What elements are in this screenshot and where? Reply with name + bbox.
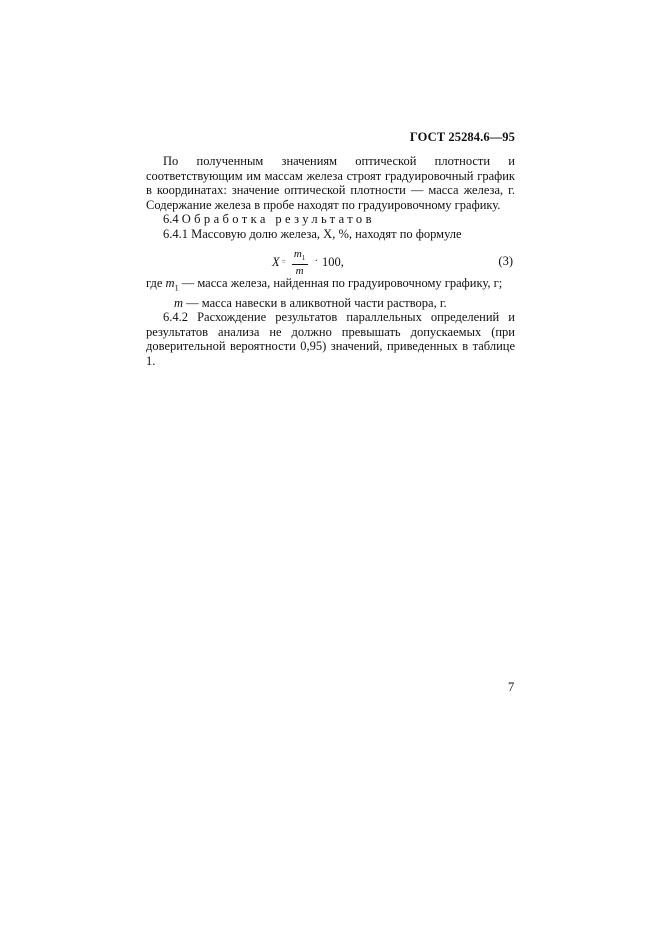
equation-number: (3)	[498, 253, 513, 268]
paragraph-6-4-1: 6.4.1 Массовую долю железа, X, %, находят по формуле	[163, 226, 462, 241]
formula-row	[146, 244, 515, 277]
body-text	[146, 154, 515, 369]
where-line-2: m — масса навески в аликвотной части раствора, г.	[174, 295, 447, 310]
fraction-numerator: $m_1$	[293, 247, 306, 262]
formula-equals: =	[281, 257, 286, 266]
paragraph-calibration: По полученным значениям оптической плотности и соответствующим им массам железа строят градуировочный график в координатах: значение оптической плотности — масса железа, г. Содержание железа в пробе находят по градуировочному графику.	[146, 154, 515, 212]
page-number: 7	[508, 680, 515, 694]
formula-lhs: X	[272, 254, 280, 269]
section-heading	[146, 212, 515, 227]
formula-fraction	[292, 248, 308, 277]
formula-multiply: ·	[314, 255, 318, 267]
where-line-1: где $m_1$ — масса железа, найденная по градуировочному графику, г;	[146, 275, 503, 293]
section-title: Обработка результатов	[181, 212, 375, 227]
standard-header: ГОСТ 25284.6—95	[409, 130, 515, 144]
formula-comma: ,	[340, 254, 344, 269]
formula	[272, 248, 344, 277]
section-number: 6.4	[163, 212, 179, 227]
fraction-denominator: m	[295, 264, 304, 277]
paragraph-6-4-2: 6.4.2 Расхождение результатов параллельных определений и результатов анализа не должно превышать допускаемых (при доверительной вероятности 0,95) значений, приведенных в таблице 1.	[146, 310, 515, 369]
formula-factor: 100	[321, 254, 341, 269]
